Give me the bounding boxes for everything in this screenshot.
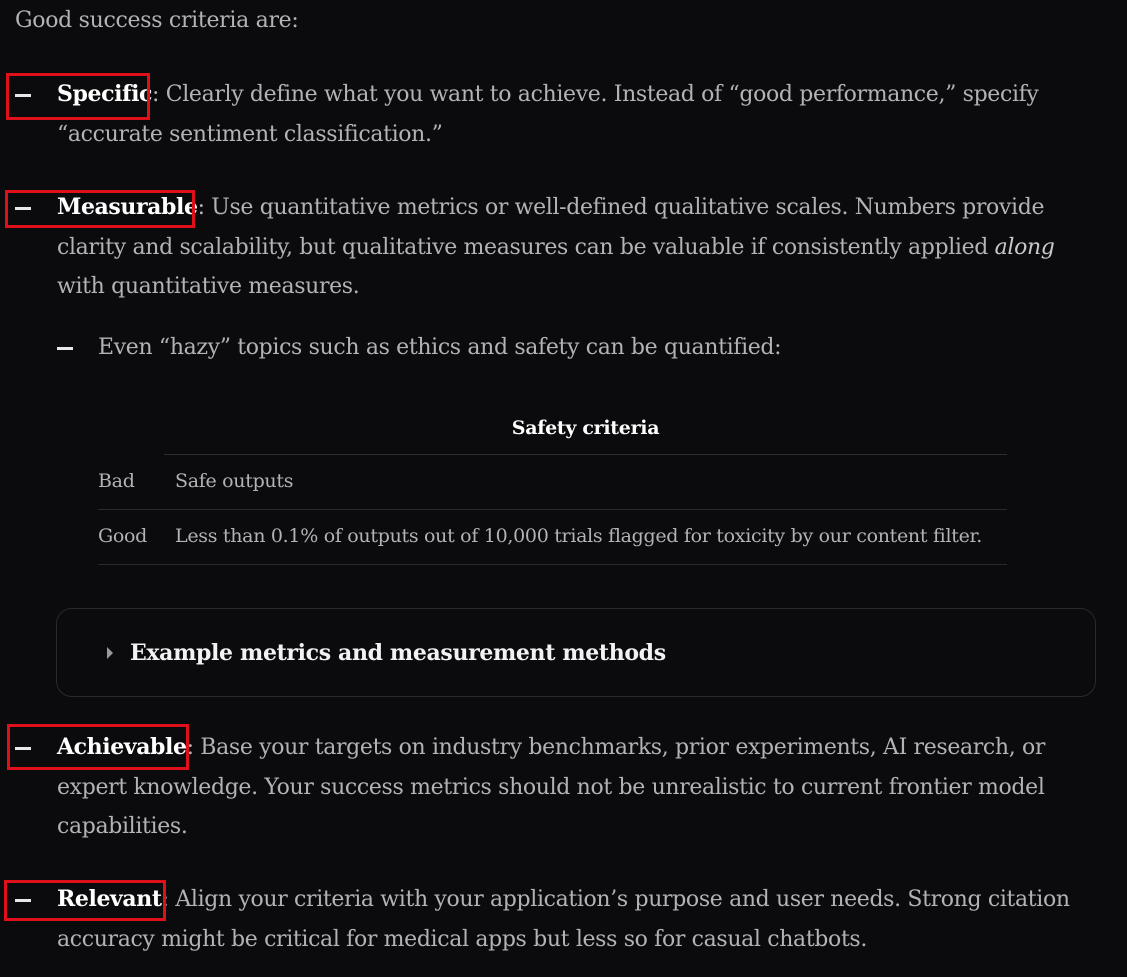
table-row bbox=[98, 455, 1007, 510]
table-row bbox=[98, 510, 1007, 565]
table-row-value: Safe outputs bbox=[175, 470, 294, 492]
accordion-label: Example metrics and measurement methods bbox=[130, 640, 666, 666]
highlight-box-specific bbox=[6, 73, 153, 120]
example-metrics-accordion[interactable] bbox=[56, 608, 1096, 697]
criterion-term: Specific bbox=[57, 81, 153, 107]
dash-bullet-icon bbox=[57, 347, 73, 350]
criterion-emphasis: along bbox=[994, 234, 1055, 260]
criterion-text bbox=[57, 188, 1097, 307]
safety-criteria-table bbox=[98, 405, 1007, 565]
criterion-body: : Base your targets on industry benchmarks, prior experiments, AI research, or expert knowledge. Your success metrics should not be unrealistic to current frontier model capabilities. bbox=[57, 735, 1046, 839]
criterion-text bbox=[57, 880, 1097, 959]
criterion-term: Measurable bbox=[57, 194, 198, 220]
table-row-value: Less than 0.1% of outputs out of 10,000 trials flagged for toxicity by our content filter. bbox=[175, 525, 982, 547]
criterion-term: Achievable bbox=[57, 734, 187, 760]
highlight-box-relevant bbox=[4, 880, 166, 921]
table-row-label: Good bbox=[98, 525, 148, 547]
highlight-box-achievable bbox=[7, 724, 189, 770]
criterion-body: : Align your criteria with your application’s purpose and user needs. Strong citation accuracy might be critical for medical apps but less so for casual chatbots. bbox=[57, 887, 1070, 952]
criterion-text bbox=[57, 728, 1097, 847]
criterion-body: : Use quantitative metrics or well-defined qualitative scales. Numbers provide clarity and scalability, but qualitative measures can be valuable if consistently applied bbox=[57, 195, 1045, 260]
intro-text: Good success criteria are: bbox=[15, 8, 299, 33]
highlight-box-measurable bbox=[5, 190, 195, 228]
table-header: Safety criteria bbox=[164, 405, 1007, 455]
sub-item-text: Even “hazy” topics such as ethics and safety can be quantified: bbox=[98, 335, 782, 360]
criterion-term: Relevant bbox=[57, 886, 162, 912]
caret-right-icon bbox=[107, 647, 113, 659]
criterion-text bbox=[57, 75, 1097, 154]
table-row-label: Bad bbox=[98, 470, 135, 492]
criterion-body: : Clearly define what you want to achieve. Instead of “good performance,” specify “accurate sentiment classification.” bbox=[57, 82, 1039, 147]
criterion-body-end: with quantitative measures. bbox=[57, 274, 360, 299]
